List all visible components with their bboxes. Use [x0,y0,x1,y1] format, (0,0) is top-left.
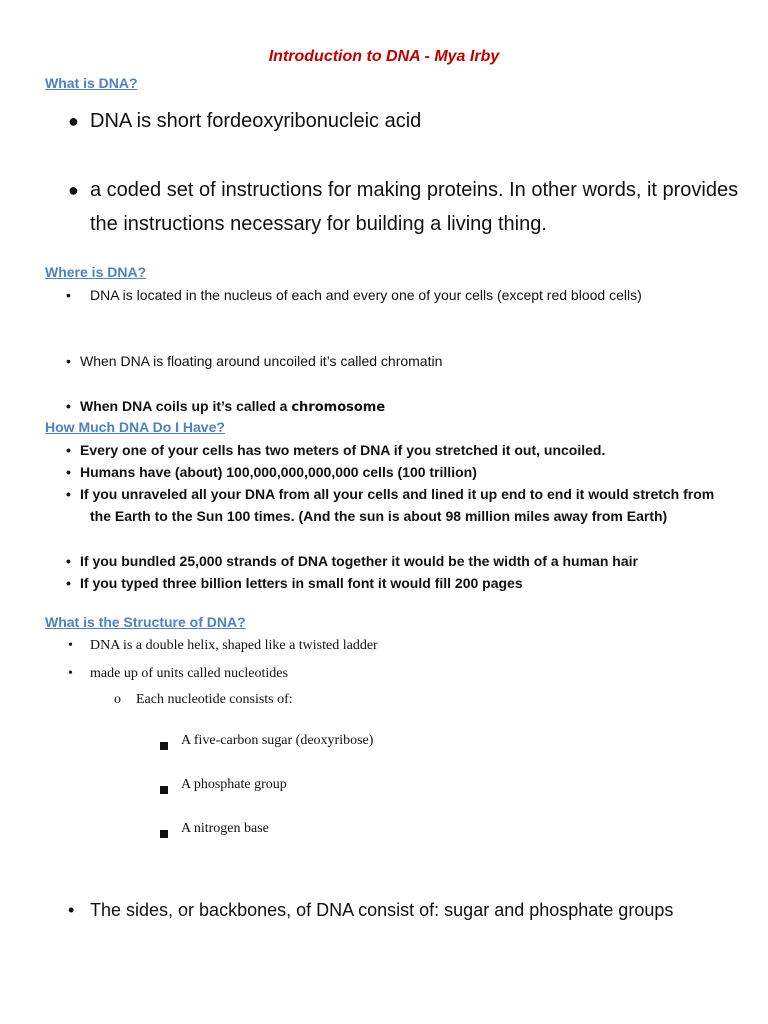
nested-list-item-text: A phosphate group [181,777,287,792]
bullet-icon: • [66,398,71,414]
bullet-icon: • [66,486,71,502]
bullet-icon: ● [68,111,79,131]
list-item [66,350,726,372]
list-item-text: a coded set of instructions for making proteins. In other words, it provides the instructions necessary for building a living thing. [90,179,739,235]
bullet-icon: • [66,575,71,591]
list-item [68,104,748,138]
list-item-text: DNA is short fordeoxyribonucleic acid [90,110,422,132]
bullet-icon: • [68,900,75,920]
list-item-text: If you unraveled all your DNA from all your cells and lined it up end to end it would stretch from the Earth to the Sun 100 times. (And the sun is about 98 million miles away from Earth) [80,486,715,524]
list-item-text: When DNA is floating around uncoiled it’s called chromatin [80,353,443,369]
list-item [66,461,736,483]
list-item [66,284,726,306]
square-bullet-icon [160,742,168,750]
bullet-icon: • [66,553,71,569]
list-item [68,173,748,241]
circle-bullet-icon: o [114,692,121,707]
list-item [66,572,746,594]
chromosome-term: chromosome [291,400,386,415]
nested-list-item [160,731,720,751]
bullet-icon: • [66,287,71,303]
sub-list-item-text: Each nucleotide consists of: [136,692,293,707]
list-item [68,664,728,684]
list-item-text: If you typed three billion letters in small font it would fill 200 pages [80,575,523,591]
list-item-text: Humans have (about) 100,000,000,000,000 cells (100 trillion) [80,464,477,480]
list-item-text: Every one of your cells has two meters of DNA if you stretched it out, uncoiled. [80,442,606,458]
list-item [68,636,728,656]
nested-list-item [160,775,720,795]
list-item [66,550,746,572]
heading-how-much-dna: How Much DNA Do I Have? [45,419,225,435]
list-item-text: The sides, or backbones, of DNA consist of: sugar and phosphate groups [90,900,674,920]
nested-list-item [160,819,720,839]
list-item-text: When DNA coils up it’s called a [80,398,292,414]
list-item [68,897,748,923]
list-item-text: DNA is located in the nucleus of each and every one of your cells (except red blood cells) [90,287,642,303]
bullet-icon: • [68,666,73,681]
bullet-icon: • [66,442,71,458]
nested-list-item-text: A five-carbon sugar (deoxyribose) [181,733,374,748]
square-bullet-icon [160,830,168,838]
list-item [66,483,716,527]
bullet-icon: • [66,464,71,480]
sub-list-item [114,690,714,710]
list-item-text: DNA is a double helix, shaped like a twisted ladder [90,638,378,653]
list-item [66,439,736,461]
page-title: Introduction to DNA - Mya Irby [268,48,500,65]
heading-structure-of-dna: What is the Structure of DNA? [45,614,246,630]
list-item-text: made up of units called nucleotides [90,666,288,681]
bullet-icon: • [68,638,73,653]
list-item [66,395,726,419]
square-bullet-icon [160,786,168,794]
bullet-icon: • [66,353,71,369]
bullet-icon: ● [68,180,79,200]
heading-where-is-dna: Where is DNA? [45,264,147,280]
nested-list-item-text: A nitrogen base [181,821,269,836]
list-item-text: If you bundled 25,000 strands of DNA together it would be the width of a human hair [80,553,638,569]
heading-what-is-dna: What is DNA? [45,75,138,91]
